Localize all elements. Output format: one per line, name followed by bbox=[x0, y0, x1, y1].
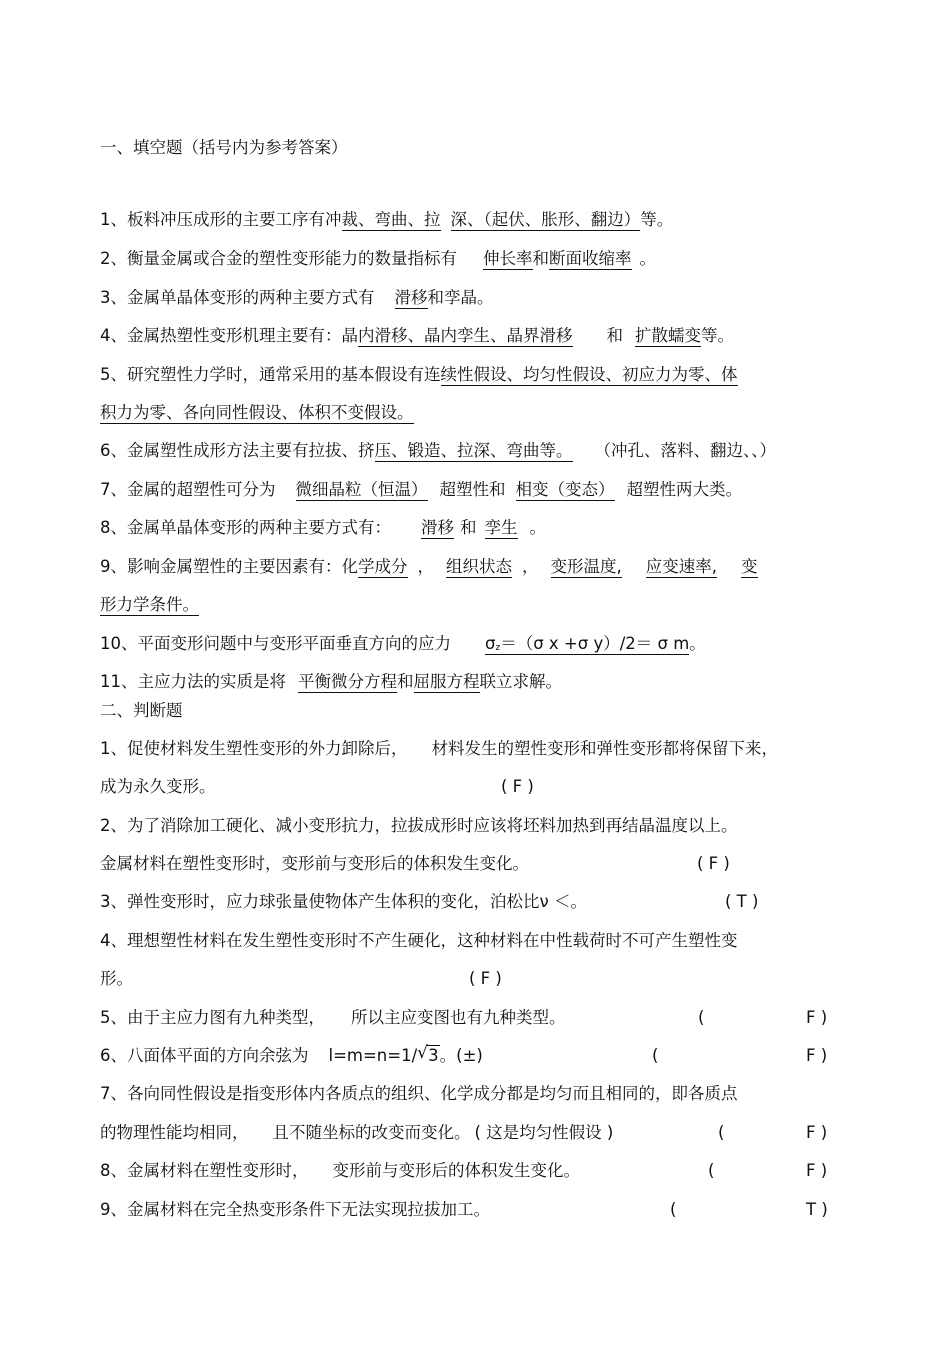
q8-text: 8、金属单晶体变形的两种主要方式有： bbox=[100, 518, 391, 537]
q4-answer-2: 扩散蠕变 bbox=[635, 326, 701, 345]
fill-q5-line2 bbox=[100, 402, 414, 424]
q7-answer-2: 相变（变态） bbox=[515, 480, 615, 499]
fill-q1 bbox=[100, 209, 673, 231]
q10-formula-rest: ＝（σ x +σ y）/2＝ σ m bbox=[500, 634, 690, 653]
j8-text-b: 变形前与变形后的体积发生变化。 bbox=[332, 1161, 580, 1180]
j6-formula: l=m=n=1/ bbox=[328, 1046, 418, 1065]
judge-5 bbox=[100, 1007, 566, 1029]
j7-text-b: 的物理性能均相同， bbox=[100, 1123, 249, 1142]
j1-answer: ( F ) bbox=[501, 777, 534, 796]
fill-q9-line2 bbox=[100, 594, 199, 616]
judge-1-line1 bbox=[100, 738, 778, 760]
judge-1-line2 bbox=[100, 776, 216, 798]
fill-q2 bbox=[100, 248, 656, 270]
q8-end: 。 bbox=[529, 518, 546, 537]
j8-answer-open: ( bbox=[708, 1161, 715, 1180]
j5-text-a: 5、由于主应力图有九种类型， bbox=[100, 1008, 325, 1027]
q4-answer-1: 内滑移、晶内孪生、晶界滑移 bbox=[358, 326, 573, 345]
q9-text: 9、影响金属塑性的主要因素有：化 bbox=[100, 557, 358, 576]
q9-comma-2: ， bbox=[522, 557, 539, 576]
q10-sub: z bbox=[495, 643, 501, 653]
judge-9: 9、金属材料在完全热变形条件下无法实现拉拔加工。 bbox=[100, 1200, 490, 1219]
q1-answer-2: 深、（起伏、胀形、翻边） bbox=[450, 210, 641, 229]
q6-note: （冲孔、落料、翻边、、） bbox=[594, 441, 776, 460]
fill-q11 bbox=[100, 671, 562, 693]
j8-text-a: 8、金属材料在塑性变形时， bbox=[100, 1161, 309, 1180]
fill-q9-line1 bbox=[100, 556, 758, 578]
q2-answer-2: 断面收缩率 bbox=[549, 249, 632, 268]
j1-text-a: 1、促使材料发生塑性变形的外力卸除后， bbox=[100, 739, 408, 758]
fill-q3 bbox=[100, 287, 494, 309]
q4-and: 和 bbox=[606, 326, 623, 345]
q9-answer-5a: 变 bbox=[741, 557, 758, 576]
judge-2-line2: 金属材料在塑性变形时，变形前与变形后的体积发生变化。 bbox=[100, 854, 529, 873]
judge-section-title: 二、判断题 bbox=[100, 701, 183, 720]
judge-7-line2 bbox=[100, 1122, 613, 1144]
judge-4-line2: 形。 bbox=[100, 969, 133, 988]
q1-text: 1、板料冲压成形的主要工序有冲 bbox=[100, 210, 342, 229]
fill-q6 bbox=[100, 440, 776, 462]
q7-end: 超塑性两大类。 bbox=[626, 480, 742, 499]
j9-answer: T ) bbox=[806, 1200, 828, 1219]
q5-answer-1: 续性假设、均匀性假设、初应力为零、体 bbox=[440, 365, 738, 384]
j6-answer-open: ( bbox=[652, 1046, 659, 1065]
q5-text: 5、研究塑性力学时，通常采用的基本假设有连 bbox=[100, 365, 441, 384]
sqrt-value: 3 bbox=[428, 1046, 439, 1065]
q9-answer-4: 应变速率, bbox=[645, 557, 717, 576]
q9-answer-3: 变形温度, bbox=[550, 557, 622, 576]
q1-answer-1: 裁、弯曲、拉 bbox=[341, 210, 441, 229]
q8-and: 和 bbox=[460, 518, 477, 537]
q7-mid: 超塑性和 bbox=[439, 480, 506, 499]
q7-text: 7、金属的超塑性可分为 bbox=[100, 480, 276, 499]
q2-answer-1: 伸长率 bbox=[483, 249, 533, 268]
q10-sigma: σ bbox=[485, 634, 496, 653]
judge-3: 3、弹性变形时，应力球张量使物体产生体积的变化，泊松比ν ＜。 bbox=[100, 892, 587, 911]
q5-answer-2: 积力为零、各向同性假设、体 bbox=[100, 403, 315, 422]
q11-end: 联立求解。 bbox=[479, 672, 562, 691]
fill-q4 bbox=[100, 325, 734, 347]
j5-text-b: 所以主应变图也有九种类型。 bbox=[351, 1008, 566, 1027]
q2-text: 2、衡量金属或合金的塑性变形能力的数量指标有 bbox=[100, 249, 457, 268]
q3-text: 3、金属单晶体变形的两种主要方式有 bbox=[100, 288, 375, 307]
q8-answer-2: 孪生 bbox=[484, 518, 518, 537]
j5-answer-open: ( bbox=[698, 1008, 705, 1027]
q11-and: 和 bbox=[397, 672, 414, 691]
j5-answer: F ) bbox=[806, 1008, 828, 1027]
q10-end: 。 bbox=[689, 634, 706, 653]
j8-answer: F ) bbox=[806, 1161, 828, 1180]
q2-and: 和 bbox=[532, 249, 549, 268]
j7-answer: F ) bbox=[806, 1123, 828, 1142]
j3-answer: ( T ) bbox=[725, 892, 759, 911]
q5-answer-3: 积不变假设。 bbox=[314, 403, 414, 422]
q2-end: 。 bbox=[639, 249, 656, 268]
j6-text-c: 。(±) bbox=[439, 1046, 483, 1065]
q8-answer-1: 滑移 bbox=[421, 518, 454, 537]
fill-section-title: 一、填空题（括号内为参考答案） bbox=[100, 138, 348, 157]
q3-answer-1: 滑移 bbox=[394, 288, 428, 307]
q11-answer-2: 屈服方程 bbox=[413, 672, 480, 691]
q1-end: 等。 bbox=[640, 210, 674, 229]
j7-text-d: ( 这是均匀性假设 ) bbox=[474, 1123, 614, 1142]
q11-text: 11、主应力法的实质是将 bbox=[100, 672, 286, 691]
judge-7-line1: 7、各向同性假设是指变形体内各质点的组织、化学成分都是均匀而且相同的，即各质点 bbox=[100, 1084, 738, 1103]
q6-text: 6、金属塑性成形方法主要有拉拔、挤 bbox=[100, 441, 375, 460]
q9-answer-2: 组织状态 bbox=[446, 557, 512, 576]
j6-text-a: 6、八面体平面的方向余弦为 bbox=[100, 1046, 309, 1065]
radical-icon: √ bbox=[417, 1043, 428, 1063]
q9-answer-1: 学成分 bbox=[358, 557, 408, 576]
j4-answer: ( F ) bbox=[469, 969, 502, 988]
j1-text-c: 成为永久变形。 bbox=[100, 777, 216, 796]
j7-text-c: 且不随坐标的改变而变化。 bbox=[272, 1123, 471, 1142]
j9-answer-open: ( bbox=[670, 1200, 677, 1219]
j6-answer: F ) bbox=[806, 1046, 828, 1065]
q10-text: 10、平面变形问题中与变形平面垂直方向的应力 bbox=[100, 634, 451, 653]
fill-q10 bbox=[100, 633, 706, 659]
sqrt-symbol bbox=[417, 1045, 440, 1067]
fill-q8 bbox=[100, 517, 546, 539]
j1-text-b: 材料发生的塑性变形和弹性变形都将保留下来， bbox=[431, 739, 778, 758]
judge-2-line1: 2、为了消除加工硬化、减小变形抗力，拉拔成形时应该将坯料加热到再结晶温度以上。 bbox=[100, 816, 738, 835]
judge-8 bbox=[100, 1160, 580, 1182]
q4-text: 4、金属热塑性变形机理主要有：晶 bbox=[100, 326, 358, 345]
j2-answer: ( F ) bbox=[697, 854, 730, 873]
fill-q7 bbox=[100, 479, 742, 501]
fill-q5-line1 bbox=[100, 364, 738, 386]
q11-answer-1: 平衡微分方程 bbox=[298, 672, 397, 691]
q10-formula bbox=[485, 634, 689, 655]
q7-answer-1: 微细晶粒（恒温） bbox=[295, 480, 428, 499]
q9-comma-1: ， bbox=[417, 557, 434, 576]
q4-end: 等。 bbox=[701, 326, 734, 345]
j7-answer-open: ( bbox=[718, 1123, 725, 1142]
q9-answer-5b: 形力学条件。 bbox=[100, 595, 199, 614]
q6-answer: 压、锻造、拉深、弯曲等。 bbox=[374, 441, 573, 460]
judge-4-line1: 4、理想塑性材料在发生塑性变形时不产生硬化，这种材料在中性载荷时不可产生塑性变 bbox=[100, 931, 738, 950]
q3-end: 和孪晶。 bbox=[427, 288, 494, 307]
judge-6 bbox=[100, 1045, 483, 1067]
